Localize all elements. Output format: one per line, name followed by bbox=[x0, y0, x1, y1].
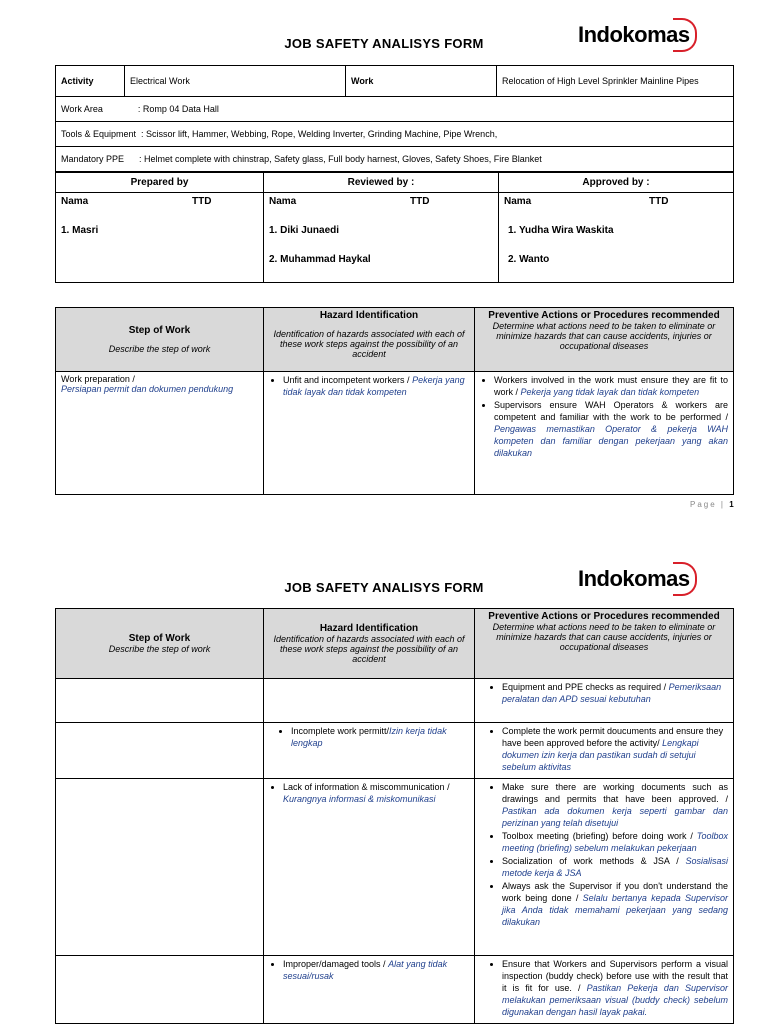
action-item: • Ensure that Workers and Supervisors perform a visual inspection (buddy check) before use with the result that it is fit for use. / Pastikan Pekerja dan Supervisor melakukan pemeriksaan visual (buddy check) sebelum digunakan dengan hasil layak pakai. bbox=[502, 958, 728, 1018]
action-item: • Workers involved in the work must ensure they are fit to work / Pekerja yang tidak layak dan tidak kompeten bbox=[494, 374, 728, 398]
action-cell bbox=[475, 723, 734, 779]
action-cell bbox=[475, 679, 734, 723]
prepared-name-1: 1. Masri bbox=[61, 225, 99, 236]
jsa-table-page2 bbox=[55, 608, 734, 1024]
action-cell bbox=[475, 956, 734, 1024]
step-of-work-header bbox=[56, 308, 264, 372]
reviewed-name-1: 1. Diki Junaedi bbox=[269, 225, 340, 236]
action-item: • Supervisors ensure WAH Operators & workers are competent and familiar with the work to be performed / Pengawas memastikan Operator & pekerja WAH kompeten dan familiar dengan pekerjaan yang akan dilakukan bbox=[494, 399, 728, 459]
nama-label: Nama bbox=[269, 196, 297, 207]
signoff-table bbox=[55, 172, 734, 283]
step-of-work-title: Step of Work bbox=[128, 633, 191, 644]
work-label: Work bbox=[346, 66, 497, 97]
hazard-item: • Lack of information & miscommunication / Kurangnya informasi & miskomunikasi bbox=[283, 781, 469, 805]
hazard-item: • Incomplete work permitt/Izin kerja tidak lengkap bbox=[291, 725, 469, 749]
reviewed-by-header: Reviewed by : bbox=[264, 173, 499, 193]
hazard-identification-header bbox=[264, 308, 475, 372]
step-of-work-header bbox=[56, 609, 264, 679]
hazard-identification-desc: Identification of hazards associated with each of these work steps against the possibility of an accident bbox=[273, 329, 465, 359]
hazard-identification-title: Hazard Identification bbox=[319, 623, 419, 634]
tools-equipment: Tools & Equipment : Scissor lift, Hammer, Webbing, Rope, Welding Inverter, Grinding Machine, Pipe Wrench, bbox=[56, 122, 734, 147]
step-of-work-desc: Describe the step of work bbox=[108, 344, 211, 354]
work-area: Work Area : Romp 04 Data Hall bbox=[56, 97, 734, 122]
hazard-cell bbox=[264, 723, 475, 779]
approved-by-header: Approved by : bbox=[499, 173, 734, 193]
step-cell bbox=[56, 779, 264, 956]
preventive-actions-desc: Determine what actions need to be taken to eliminate or minimize hazards that can cause accidents, injuries or occupational diseases bbox=[492, 622, 716, 652]
activity-value: Electrical Work bbox=[125, 66, 346, 97]
action-item: • Complete the work permit doucuments and ensure they have been approved before the activity/ Lengkapi dokumen izin kerja dan pastikan sudah di setujui sebelum aktivitas bbox=[502, 725, 728, 773]
indokomas-logo bbox=[578, 566, 690, 592]
page-number: Page | 1 bbox=[690, 500, 736, 509]
step-cell bbox=[56, 956, 264, 1024]
ttd-label: TTD bbox=[649, 196, 669, 207]
preventive-actions-header bbox=[475, 308, 734, 372]
action-item: • Socialization of work methods & JSA / Sosialisasi metode kerja & JSA bbox=[502, 855, 728, 879]
action-item: • Equipment and PPE checks as required / Pemeriksaan peralatan dan APD sesuai kebutuhan bbox=[502, 681, 728, 705]
preventive-actions-title: Preventive Actions or Procedures recommended bbox=[488, 310, 720, 321]
hazard-item: • Unfit and incompetent workers / Pekerja yang tidak layak dan tidak kompeten bbox=[283, 374, 469, 398]
hazard-identification-desc: Identification of hazards associated with each of these work steps against the possibility of an accident bbox=[273, 634, 465, 664]
prepared-by-header: Prepared by bbox=[56, 173, 264, 193]
prepared-by-cell bbox=[56, 193, 264, 283]
nama-label: Nama bbox=[61, 196, 89, 207]
indokomas-logo bbox=[578, 22, 690, 48]
preventive-actions-header bbox=[475, 609, 734, 679]
step-of-work-title: Step of Work bbox=[128, 325, 191, 336]
hazard-cell bbox=[264, 956, 475, 1024]
logo-text: Indokomas bbox=[578, 566, 690, 591]
action-cell bbox=[475, 779, 734, 956]
step-cell bbox=[56, 723, 264, 779]
step-text-id: Persiapan permit dan dokumen pendukung bbox=[61, 384, 234, 394]
logo-text: Indokomas bbox=[578, 22, 690, 47]
approved-by-cell bbox=[499, 193, 734, 283]
hazard-cell bbox=[264, 679, 475, 723]
approved-name-2: 2. Wanto bbox=[508, 254, 550, 265]
activity-label: Activity bbox=[56, 66, 125, 97]
action-item: • Make sure there are working documents such as drawings and permits that have been approved. / Pastikan ada dokumen kerja seperti gambar dan perizinan yang telah disetujui bbox=[502, 781, 728, 829]
ttd-label: TTD bbox=[192, 196, 212, 207]
approved-name-1: 1. Yudha Wira Waskita bbox=[508, 225, 614, 236]
step-cell bbox=[56, 372, 264, 495]
hazard-identification-header bbox=[264, 609, 475, 679]
hazard-cell bbox=[264, 779, 475, 956]
reviewed-name-2: 2. Muhammad Haykal bbox=[269, 254, 371, 265]
hazard-cell bbox=[264, 372, 475, 495]
action-item: • Toolbox meeting (briefing) before doing work / Toolbox meeting (briefing) sebelum melakukan pekerjaan bbox=[502, 830, 728, 854]
action-item: • Always ask the Supervisor if you don't understand the work being done / Selalu bertanya kepada Supervisor jika Anda tidak memahami pekerjaan yang sedang dilakukan bbox=[502, 880, 728, 928]
hazard-identification-title: Hazard Identification bbox=[319, 310, 419, 321]
step-text-en: Work preparation / bbox=[61, 374, 135, 384]
work-value: Relocation of High Level Sprinkler Mainline Pipes bbox=[497, 66, 734, 97]
job-info-table bbox=[55, 65, 734, 172]
step-of-work-desc: Describe the step of work bbox=[108, 644, 211, 654]
ttd-label: TTD bbox=[410, 196, 430, 207]
hazard-item: • Improper/damaged tools / Alat yang tidak sesuai/rusak bbox=[283, 958, 469, 982]
nama-label: Nama bbox=[504, 196, 532, 207]
reviewed-by-cell bbox=[264, 193, 499, 283]
mandatory-ppe: Mandatory PPE : Helmet complete with chinstrap, Safety glass, Full body harnest, Gloves, Safety Shoes, Fire Blanket bbox=[56, 147, 734, 172]
jsa-table-page1 bbox=[55, 307, 734, 495]
step-cell bbox=[56, 679, 264, 723]
form-title: JOB SAFETY ANALISYS FORM bbox=[284, 36, 484, 51]
preventive-actions-desc: Determine what actions need to be taken to eliminate or minimize hazards that can cause accidents, injuries or occupational diseases bbox=[492, 321, 716, 351]
action-cell bbox=[475, 372, 734, 495]
preventive-actions-title: Preventive Actions or Procedures recommended bbox=[488, 611, 720, 622]
form-title: JOB SAFETY ANALISYS FORM bbox=[284, 580, 484, 595]
